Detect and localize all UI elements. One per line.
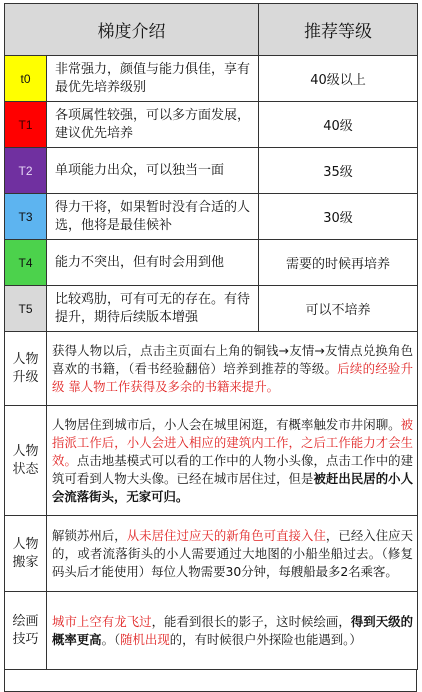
tier-description: 比较鸡肋，可有可无的存在。有待提升，期待后续版本增强 bbox=[47, 286, 259, 332]
tier-description: 各项属性较强，可以多方面发展，建议优先培养 bbox=[47, 102, 259, 148]
paint-bold: 得到天级的概率更高 bbox=[52, 613, 414, 647]
tier-label: T1 bbox=[5, 102, 47, 148]
paint-text-2: 。（ bbox=[101, 631, 121, 647]
section-body bbox=[47, 592, 418, 670]
section-label: 绘画技巧 bbox=[5, 592, 47, 670]
tier-label: T3 bbox=[5, 194, 47, 240]
section-label: 人物搬家 bbox=[5, 516, 47, 592]
tier-description: 能力不突出，但有时会用到他 bbox=[47, 240, 259, 286]
tier-level: 需要的时候再培养 bbox=[259, 240, 418, 286]
tier-level: 可以不培养 bbox=[259, 286, 418, 332]
section-label: 人物状态 bbox=[5, 406, 47, 516]
status-highlight: 被指派工作后，小人会进入相应的建筑内工作，之后工作能力才会生效。 bbox=[52, 416, 413, 468]
tier-label: T4 bbox=[5, 240, 47, 286]
tier-row-t1 bbox=[5, 102, 418, 148]
tier-table bbox=[4, 3, 418, 670]
upgrade-text: 获得人物以后，点击主页面右上角的铜钱→友情→友情点兑换角色喜欢的书籍，（看书经验翻倍）培养到推荐的等级。 bbox=[52, 342, 413, 376]
tier-level: 35级 bbox=[259, 148, 418, 194]
section-paint bbox=[5, 592, 418, 670]
header-row bbox=[5, 4, 418, 56]
tier-description: 单项能力出众，可以独当一面 bbox=[47, 148, 259, 194]
paint-highlight-2: 随机出现 bbox=[120, 631, 170, 647]
tier-row-t2 bbox=[5, 148, 418, 194]
tier-row-t3 bbox=[5, 194, 418, 240]
tier-description: 得力干将，如果暂时没有合适的人选，他将是最佳候补 bbox=[47, 194, 259, 240]
status-text-1: 人物居住到城市后，小人会在城里闲逛，有概率触发市井闲聊。 bbox=[52, 416, 401, 432]
tier-row-t0 bbox=[5, 56, 418, 102]
header-tier-intro: 梯度介绍 bbox=[5, 4, 259, 56]
table-footer-space bbox=[4, 670, 417, 692]
tier-level: 40级以上 bbox=[259, 56, 418, 102]
tier-label: T2 bbox=[5, 148, 47, 194]
tier-label: T5 bbox=[5, 286, 47, 332]
tier-guide bbox=[4, 3, 417, 692]
section-body bbox=[47, 516, 418, 592]
tier-label: t0 bbox=[5, 56, 47, 102]
section-body bbox=[47, 406, 418, 516]
section-status bbox=[5, 406, 418, 516]
upgrade-highlight: 后续的经验升级 靠人物工作获得及多余的书籍来提升。 bbox=[52, 360, 413, 394]
move-text-2: ，已经入住应天的，或者流落街头的小人需要通过大地图的小船坐船过去。（修复码头后才能使用）每位人物需要30分钟，每艘船最多2名乘客。 bbox=[52, 527, 414, 579]
section-upgrade bbox=[5, 332, 418, 406]
status-text-2: 点击地基模式可以看的工作中的人物小头像，点击工作中的建筑可看到人物大头像。已经在城市居住过，但是 bbox=[52, 452, 414, 486]
paint-text-1: ，能看到很长的影子，这时候绘画， bbox=[151, 613, 351, 629]
tier-row-t5 bbox=[5, 286, 418, 332]
section-body bbox=[47, 332, 418, 406]
move-text-1: 解锁苏州后， bbox=[52, 527, 127, 543]
tier-description: 非常强力，颜值与能力俱佳，享有最优先培养级别 bbox=[47, 56, 259, 102]
status-bold: 被赶出民居的小人会流落街头，无家可归。 bbox=[52, 470, 414, 504]
tier-row-t4 bbox=[5, 240, 418, 286]
move-highlight: 从未居住过应天的新角色可直接入住 bbox=[126, 527, 326, 543]
tier-level: 30级 bbox=[259, 194, 418, 240]
paint-text-3: 的，有时候很户外探险也能遇到。） bbox=[169, 631, 362, 647]
paint-highlight-1: 城市上空有龙飞过 bbox=[52, 613, 152, 629]
header-recommended-level: 推荐等级 bbox=[259, 4, 418, 56]
section-label: 人物升级 bbox=[5, 332, 47, 406]
section-move bbox=[5, 516, 418, 592]
tier-level: 40级 bbox=[259, 102, 418, 148]
